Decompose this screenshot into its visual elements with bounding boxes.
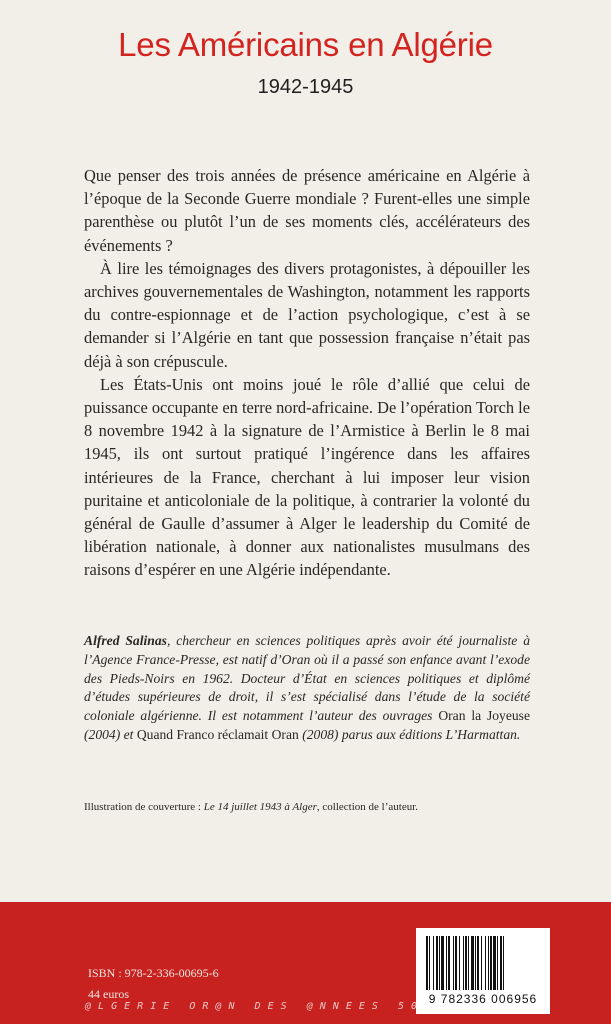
barcode-bar xyxy=(503,936,504,990)
blurb-text xyxy=(84,164,530,582)
barcode-bar xyxy=(471,936,474,990)
barcode-bar xyxy=(448,936,450,990)
barcode-bar xyxy=(441,936,444,990)
cover-title: Les Américains en Algérie xyxy=(118,26,493,63)
barcode-bar xyxy=(493,936,496,990)
cover-subtitle: 1942-1945 xyxy=(257,76,354,98)
blurb-paragraph-1: Que penser des trois années de présence américaine en Algérie à l’époque de la Seconde Guerre mondiale ? Furent-elles une simple parenthèse ou plutôt l’un de ses moments clés, accélérateurs des événements ? xyxy=(84,166,530,255)
credit-work-title: Le 14 juillet 1943 à Alger xyxy=(203,801,317,813)
bio-text-3: (2008) parus aux éditions L’Harmattan. xyxy=(298,726,521,742)
credit-prefix: Illustration de couverture : xyxy=(84,801,204,813)
barcode-bar xyxy=(453,936,454,990)
barcode-bar xyxy=(488,936,489,990)
barcode-bar xyxy=(468,936,469,990)
barcode-bar xyxy=(465,936,467,990)
barcode-bar xyxy=(433,936,434,990)
barcode-bar xyxy=(429,936,430,990)
barcode-bar xyxy=(490,936,492,990)
author-bio xyxy=(84,632,530,745)
credit-suffix: , collection de l’auteur. xyxy=(316,801,419,813)
blurb-paragraph-3: Les États-Unis ont moins joué le rôle d’allié que celui de puissance occupante en terre nord-africaine. De l’opération Torch le 8 novembre 1942 à la signature de l’Armistice à Berlin le 8 mai 1945, ils ont surtout pratiqué l’ingérence dans les affaires intérieures de la France, cherchant à lui imposer leur vision puritaine et anticoloniale de la politique, à contrarier la volonté du général de Gaulle d’assumer à Alger le leadership du Comité de libération nationale, à donner aux nationalistes musulmans des raisons d’espérer en une Algérie indépendante. xyxy=(84,374,530,580)
barcode-bar xyxy=(481,936,482,990)
blurb-paragraph-2: À lire les témoignages des divers protagonistes, à dépouiller les archives gouvernementales de Washington, notamment les rapports du contre-espionnage et de l’action psychologique, c’est à se demander si l’Algérie en tant que possession française n’était pas déjà à son crépuscule. xyxy=(84,258,530,371)
bio-book-1: Oran la Joyeuse xyxy=(438,708,530,724)
barcode-bar xyxy=(446,936,447,990)
watermark-text: @ L G E R I E O R @ N D E S @ N N E E S 5 0 xyxy=(85,1001,418,1012)
barcode-bar xyxy=(485,936,486,990)
barcode-bar xyxy=(436,936,438,990)
cover-illustration-credit xyxy=(84,800,530,814)
barcode-bar xyxy=(455,936,457,990)
barcode-bar xyxy=(477,936,479,990)
barcode-bar xyxy=(463,936,464,990)
barcode-digits: 9 782336 006956 xyxy=(428,992,538,1006)
barcode-bar xyxy=(439,936,440,990)
barcode-bar xyxy=(459,936,460,990)
barcode-bar xyxy=(426,936,428,990)
bio-text-2: (2004) et xyxy=(84,726,137,742)
isbn-text: ISBN : 978-2-336-00695-6 xyxy=(88,966,219,980)
price-text: 44 euros xyxy=(88,987,129,1001)
bio-text-1: , chercheur en sciences politiques après avoir été journaliste à l’Agence France-Presse, est natif d’Oran où il a passé son enfance avant l’exode des Pieds-Noirs en 1962. Docteur d’État en sciences politiques et diplômé d’études supérieures de droit, il s’est spécialisé dans l’étude de la société coloniale algérienne. Il est notamment l’auteur des ouvrages xyxy=(84,633,530,724)
barcode-bars xyxy=(424,936,542,992)
barcode-bar xyxy=(475,936,476,990)
bio-book-2: Quand Franco réclamait Oran xyxy=(136,726,299,742)
barcode-bar xyxy=(497,936,498,990)
barcode-bar xyxy=(500,936,502,990)
author-name: Alfred Salinas xyxy=(84,633,167,648)
